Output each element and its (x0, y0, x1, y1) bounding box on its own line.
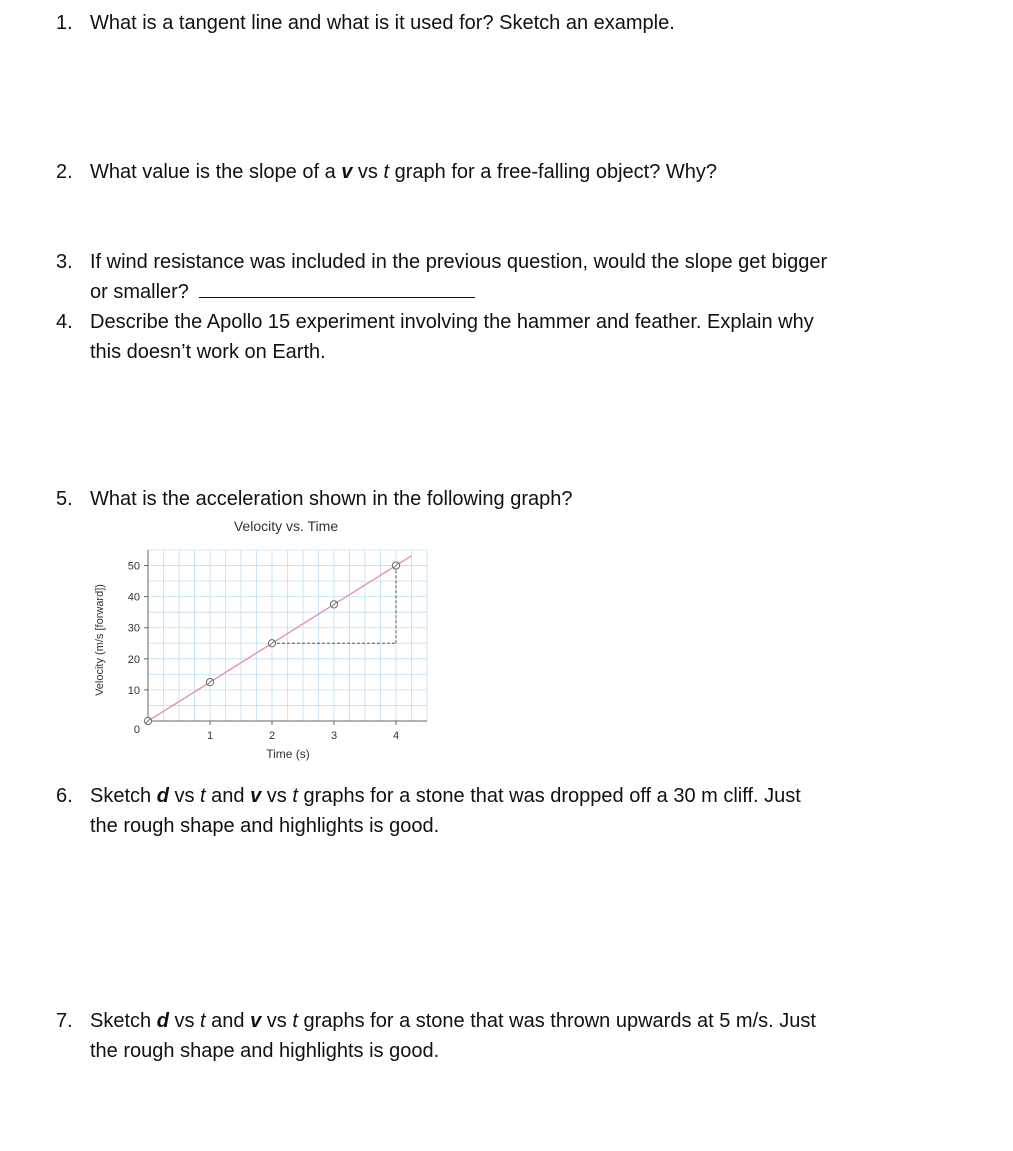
origin-label: 0 (133, 724, 140, 736)
x-tick-label: 1 (206, 730, 214, 742)
chart-ticks (128, 561, 399, 742)
question-text: What value is the slope of a v vs t graph for a free-falling object? Why? (90, 161, 718, 183)
y-tick-label: 20 (127, 653, 140, 666)
question-text: What is the acceleration shown in the following graph? (90, 488, 573, 510)
y-axis-label: Velocity (m/s [forward]) (94, 584, 106, 696)
series-line (148, 556, 412, 721)
question-number: 4. (56, 311, 73, 333)
question-text: Sketch d vs t and v vs t graphs for a stone that was dropped off a 30 m cliff. Just the rough shape and highlights is good. (90, 785, 801, 837)
chart-title: Velocity vs. Time (233, 518, 339, 534)
question-number: 5. (56, 488, 73, 510)
y-tick-label: 50 (127, 560, 140, 573)
question-text: If wind resistance was included in the previous question, would the slope get bigger or smaller? (90, 251, 828, 303)
question-text: Sketch d vs t and v vs t graphs for a stone that was thrown upwards at 5 m/s. Just the rough shape and highlights is good. (90, 1010, 816, 1062)
x-tick-label: 4 (392, 730, 400, 742)
question-number: 3. (56, 251, 73, 273)
velocity-time-chart (80, 512, 460, 772)
x-axis-label: Time (s) (266, 747, 310, 761)
question-number: 6. (56, 785, 73, 807)
y-tick-label: 10 (127, 684, 140, 697)
question-number: 1. (56, 12, 73, 34)
x-tick-label: 2 (268, 730, 276, 742)
question-text: What is a tangent line and what is it used for? Sketch an example. (90, 12, 675, 34)
y-tick-label: 30 (127, 622, 140, 635)
question-text: Describe the Apollo 15 experiment involving the hammer and feather. Explain why this doesn’t work on Earth. (90, 311, 814, 363)
x-tick-label: 3 (330, 730, 338, 742)
question-number: 2. (56, 161, 73, 183)
y-tick-label: 40 (127, 591, 140, 604)
answer-blank[interactable] (199, 277, 475, 298)
chart-svg (80, 512, 460, 772)
question-number: 7. (56, 1010, 73, 1032)
